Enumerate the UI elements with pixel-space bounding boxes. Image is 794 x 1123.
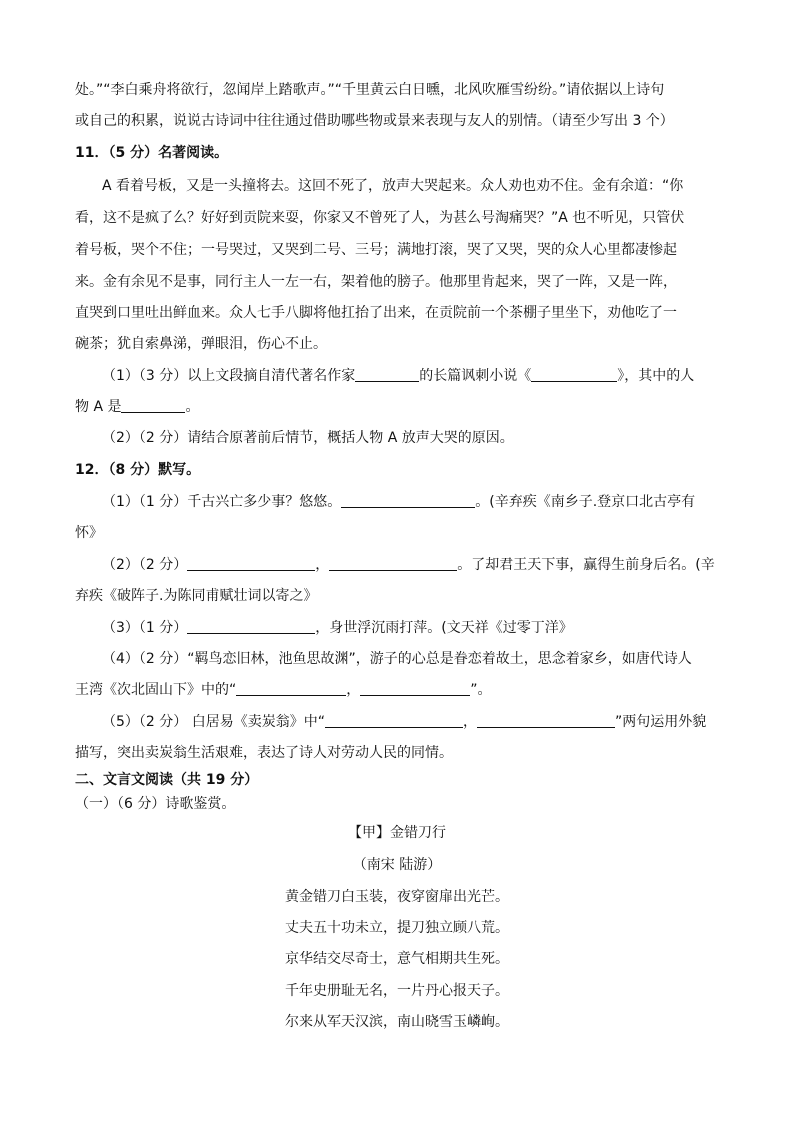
question-12-2-cont: 弃疾《破阵子.为陈同甫赋壮词以寄之》 (75, 588, 318, 604)
prompt-text: （1）（3 分）以上文段摘自清代著名作家 (102, 368, 356, 384)
question-11-1-cont (75, 397, 199, 417)
prompt-text: 王湾《次北固山下》中的“ (75, 682, 237, 698)
prompt-text: 。 (185, 399, 200, 415)
text-line: 处。”“李白乘舟将欲行，忽闻岸上踏歌声。”“千里黄云白日曛，北风吹雁雪纷纷。”请依据以上诗句 (75, 82, 665, 98)
section-2-heading: 二、文言文阅读（共 19 分） (75, 772, 259, 788)
text-line: 或自己的积累，说说古诗词中往往通过借助哪些物或景来表现与友人的别情。（请至少写出 3 个） (75, 113, 674, 129)
passage-line: 看，这不是疯了么？好好到贡院来耍，你家又不曾死了人，为甚么号淘痛哭？”A 也不听见，只管伏 (75, 210, 685, 226)
poem-verse: 千年史册耻无名，一片丹心报天子。 (285, 983, 509, 999)
answer-blank-author[interactable] (355, 367, 419, 382)
question-12-1-cont: 怀》 (75, 525, 103, 541)
poem-verse: 丈夫五十功未立，提刀独立顾八荒。 (285, 920, 509, 936)
question-12-5-cont: 描写，突出卖炭翁生活艰难，表达了诗人对劳动人民的同情。 (75, 745, 453, 761)
prompt-text: 的长篇讽刺小说《 (419, 368, 532, 384)
question-12-4-cont (75, 680, 492, 700)
question-12-5 (102, 712, 706, 732)
prompt-text: 物 A 是 (75, 399, 122, 415)
prompt-text: 。了却君王天下事，赢得生前身后名。(辛 (457, 557, 715, 573)
passage-line: 碗茶；犹自索鼻涕，弹眼泪，伤心不止。 (75, 336, 327, 352)
poem-verse: 尔来从军天汉滨，南山晓雪玉嶙峋。 (285, 1014, 509, 1030)
question-12-1 (102, 492, 695, 512)
poem-verse: 黄金错刀白玉装，夜穿窗扉出光芒。 (285, 889, 509, 905)
answer-blank-character[interactable] (121, 398, 185, 413)
answer-blank[interactable] (236, 681, 346, 696)
prompt-text: ，身世浮沉雨打萍。(文天祥《过零丁洋》 (315, 620, 573, 636)
answer-blank[interactable] (477, 713, 615, 728)
poem-author: （南宋 陆游） (352, 857, 442, 873)
prompt-text: （1）（1 分）千古兴亡多少事？悠悠。 (102, 494, 342, 510)
answer-blank[interactable] (187, 556, 315, 571)
answer-blank[interactable] (329, 556, 457, 571)
prompt-text: 》，其中的人 (617, 368, 695, 384)
question-12-3 (102, 618, 573, 638)
question-11-1 (102, 366, 694, 386)
answer-blank[interactable] (341, 493, 475, 508)
question-12-4: （4）（2 分）“羁鸟恋旧林，池鱼思故渊”，游子的心总是眷恋着故土，思念着家乡，如唐代诗人 (102, 651, 692, 667)
prompt-text: （3）（1 分） (102, 620, 188, 636)
question-12-heading: 12．（8 分）默写。 (75, 462, 201, 478)
answer-blank[interactable] (325, 713, 463, 728)
answer-blank-novel[interactable] (531, 367, 617, 382)
answer-blank[interactable] (187, 619, 315, 634)
passage-line: 直哭到口里吐出鲜血来。众人七手八脚将他扛抬了出来，在贡院前一个茶棚子里坐下，劝他吃了一 (75, 305, 677, 321)
prompt-text: 。(辛弃疾《南乡子.登京口北古亭有 (475, 494, 696, 510)
question-11-2: （2）（2 分）请结合原著前后情节，概括人物 A 放声大哭的原因。 (102, 430, 514, 446)
poem-verse: 京华结交尽奇士，意气相期共生死。 (285, 951, 509, 967)
prompt-text: ， (315, 557, 330, 573)
answer-blank[interactable] (360, 681, 470, 696)
passage-line: A 看着号板，又是一头撞将去。这回不死了，放声大哭起来。众人劝也劝不住。金有余道：“你 (102, 178, 684, 194)
passage-line: 着号板，哭个不住；一号哭过，又哭到二号、三号；满地打滚，哭了又哭，哭的众人心里都凄惨起 (75, 242, 677, 258)
prompt-text: ， (346, 682, 361, 698)
prompt-text: （2）（2 分） (102, 557, 188, 573)
question-11-heading: 11．（5 分）名著阅读。 (75, 145, 229, 161)
prompt-text: （5）（2 分） 白居易《卖炭翁》中“ (102, 714, 325, 730)
prompt-text: ”两句运用外貌 (614, 714, 707, 730)
passage-line: 来。金有余见不是事，同行主人一左一右，架着他的膀子。他那里肯起来，哭了一阵，又是一阵， (75, 274, 677, 290)
subsection-1-heading: （一）（6 分）诗歌鉴赏。 (75, 796, 236, 812)
prompt-text: ， (462, 714, 477, 730)
prompt-text: ”。 (470, 682, 492, 698)
poem-title: 【甲】金错刀行 (348, 825, 446, 841)
question-12-2 (102, 555, 715, 575)
